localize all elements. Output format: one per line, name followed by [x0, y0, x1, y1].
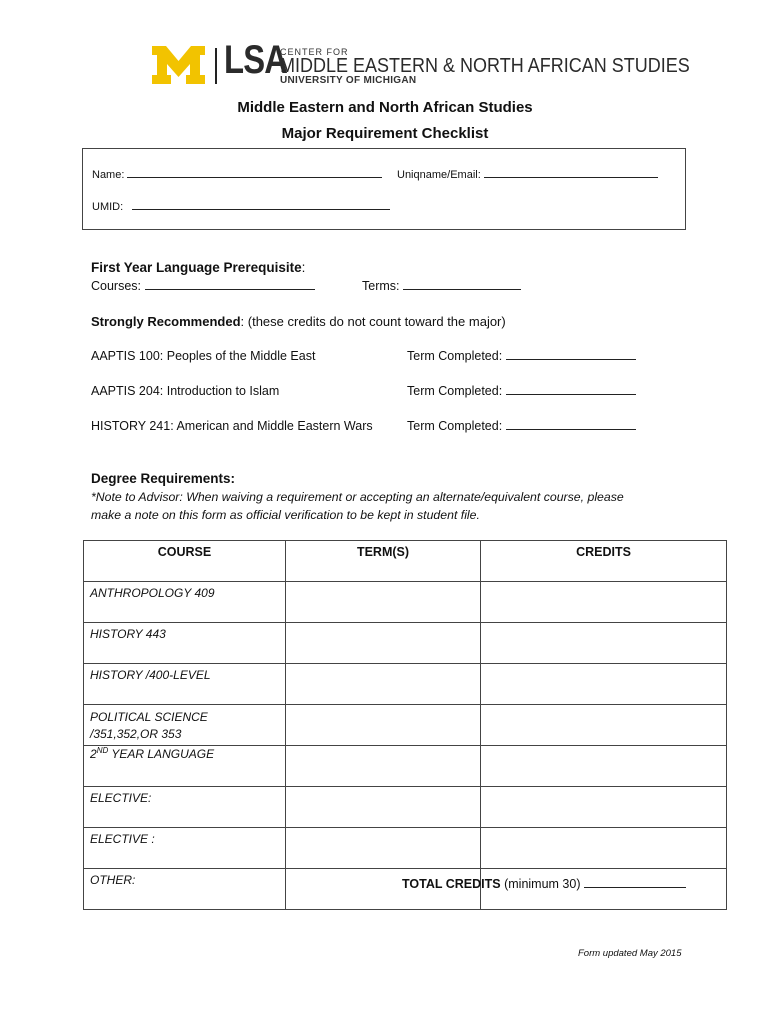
term-completed-field-2[interactable]	[407, 384, 636, 398]
total-credits-field[interactable]	[402, 877, 686, 891]
lsa-logo-text: LSA	[224, 38, 288, 82]
term-completed-line-3[interactable]	[506, 419, 636, 430]
logo-divider	[215, 48, 217, 84]
total-credits-note: (minimum 30)	[500, 877, 584, 891]
umid-line[interactable]	[132, 199, 390, 210]
uniqname-field[interactable]	[397, 167, 658, 181]
prerequisite-heading: First Year Language Prerequisite:	[91, 260, 306, 275]
second-year-suffix: ND	[96, 746, 109, 755]
logo-university: UNIVERSITY OF MICHIGAN	[280, 75, 417, 86]
table-row	[84, 746, 727, 787]
term-cell[interactable]	[286, 746, 481, 787]
term-cell[interactable]	[286, 623, 481, 664]
recommended-course-3: HISTORY 241: American and Middle Eastern Wars	[91, 419, 373, 433]
course-cell: ELECTIVE :	[84, 828, 286, 869]
name-label: Name:	[92, 169, 125, 181]
umid-field[interactable]	[92, 199, 390, 213]
uniqname-label: Uniqname/Email:	[397, 169, 481, 181]
logo-center-name: MIDDLE EASTERN & NORTH AFRICAN STUDIES	[280, 55, 690, 77]
prereq-terms-field[interactable]	[362, 279, 521, 293]
term-cell[interactable]	[286, 664, 481, 705]
block-m-logo-icon	[152, 46, 205, 84]
total-credits-label: TOTAL CREDITS	[402, 877, 501, 891]
credits-cell[interactable]	[481, 623, 727, 664]
course-cell: ANTHROPOLOGY 409	[84, 582, 286, 623]
page-title: Middle Eastern and North African Studies	[237, 99, 533, 116]
course-cell: ELECTIVE:	[84, 787, 286, 828]
credits-cell[interactable]	[481, 746, 727, 787]
requirements-table	[83, 540, 727, 910]
term-completed-label: Term Completed:	[407, 419, 503, 433]
term-cell[interactable]	[286, 828, 481, 869]
term-cell[interactable]	[286, 582, 481, 623]
name-line[interactable]	[127, 167, 382, 178]
total-credits-line[interactable]	[584, 877, 686, 888]
page-subtitle: Major Requirement Checklist	[281, 125, 489, 142]
prereq-terms-label: Terms:	[362, 279, 400, 293]
credits-cell[interactable]	[481, 664, 727, 705]
table-row	[84, 828, 727, 869]
recommended-course-2: AAPTIS 204: Introduction to Islam	[91, 384, 280, 398]
student-info-box	[82, 148, 686, 230]
term-completed-line-1[interactable]	[506, 349, 636, 360]
course-cell: POLITICAL SCIENCE /351,352,OR 353	[84, 705, 286, 746]
logo-center-for: CENTER FOR	[280, 47, 349, 57]
credits-cell[interactable]	[481, 787, 727, 828]
umid-label: UMID:	[92, 201, 124, 213]
course-cell: OTHER:	[84, 869, 286, 910]
col-header-terms: TERM(S)	[286, 541, 481, 582]
term-completed-field-1[interactable]	[407, 349, 636, 363]
prereq-terms-line[interactable]	[403, 279, 521, 290]
advisor-note-line2: make a note on this form as official verification to be kept in student file.	[91, 508, 480, 522]
term-cell[interactable]	[286, 787, 481, 828]
prereq-courses-line[interactable]	[145, 279, 315, 290]
table-row	[84, 623, 727, 664]
table-row	[84, 705, 727, 746]
term-completed-label: Term Completed:	[407, 384, 503, 398]
name-field[interactable]	[92, 167, 382, 181]
credits-cell[interactable]	[481, 705, 727, 746]
table-row	[84, 787, 727, 828]
table-row	[84, 582, 727, 623]
col-header-credits: CREDITS	[481, 541, 727, 582]
recommended-heading: Strongly Recommended: (these credits do not count toward the major)	[91, 314, 506, 329]
prereq-courses-field[interactable]	[91, 279, 315, 293]
table-row	[84, 664, 727, 705]
second-year-number: 2	[90, 747, 97, 761]
form-updated-note: Form updated May 2015	[578, 948, 682, 959]
table-header-row	[84, 541, 727, 582]
term-completed-field-3[interactable]	[407, 419, 636, 433]
credits-cell[interactable]	[481, 582, 727, 623]
advisor-note-line1: *Note to Advisor: When waiving a requirement or accepting an alternate/equivalent course, please	[91, 490, 624, 504]
course-cell: HISTORY 443	[84, 623, 286, 664]
col-header-course: COURSE	[84, 541, 286, 582]
credits-cell[interactable]	[481, 828, 727, 869]
second-year-language: YEAR LANGUAGE	[111, 747, 215, 761]
course-cell: HISTORY /400-LEVEL	[84, 664, 286, 705]
course-cell	[84, 746, 286, 787]
term-cell[interactable]	[286, 705, 481, 746]
recommended-course-1: AAPTIS 100: Peoples of the Middle East	[91, 349, 316, 363]
uniqname-line[interactable]	[484, 167, 658, 178]
prereq-courses-label: Courses:	[91, 279, 142, 293]
term-completed-line-2[interactable]	[506, 384, 636, 395]
degree-heading: Degree Requirements:	[91, 471, 236, 486]
term-completed-label: Term Completed:	[407, 349, 503, 363]
